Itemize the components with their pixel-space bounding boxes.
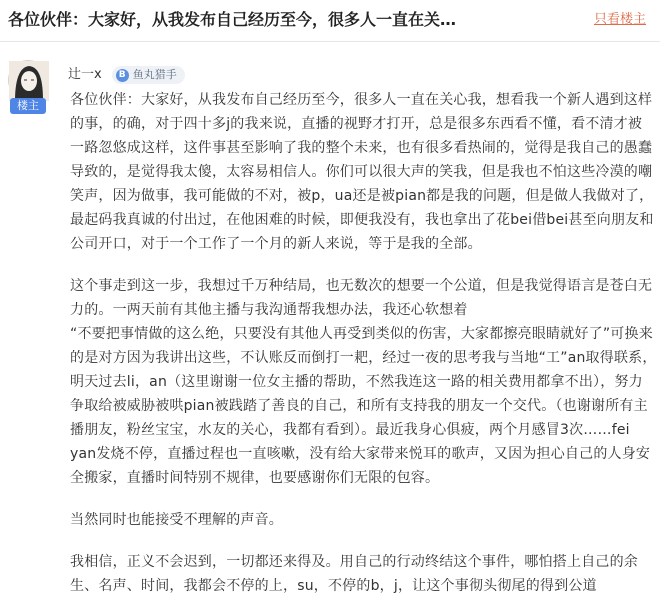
title-bar xyxy=(0,0,660,42)
post-line: 一路忽悠成这样，这件事甚至影响了我的整个未来，也有很多看热闹的，觉得是我自己的愚蠢 xyxy=(70,140,653,156)
paragraph-1 xyxy=(70,88,654,256)
author-row xyxy=(68,66,185,84)
post-line: 我相信，正义不会迟到，一切都还来得及。用自己的行动终结这个事件，哪怕搭上自己的余 xyxy=(70,554,638,570)
post-line: 明天过去li，an（这里谢谢一位女主播的帮助，不然我连这一路的相关费用都拿不出），努力 xyxy=(70,374,643,390)
post-line: 生、名声、时间，我都会不停的上，su，不停的b，j，让这个事彻头彻尾的得到公道 xyxy=(70,578,597,594)
level-tag xyxy=(112,66,185,84)
post-line: 最起码我真诚的付出过，在他困难的时候，即便我没有，我也拿出了花bei借bei甚至向朋友和 xyxy=(70,212,654,228)
only-op-link[interactable]: 只看楼主 xyxy=(593,12,646,27)
post-line: yan发烧不停，直播过程也一直咳嗽，没有给大家带来悦耳的歌声，又因为担心自己的人身安 xyxy=(70,446,651,462)
post-line: 导致的，是觉得我太傻，太容易相信人。你们可以很大声的笑我，但是我也不怕这些冷漠的嘲 xyxy=(70,164,653,180)
op-badge: 楼主 xyxy=(10,98,46,114)
post-line: 全搬家，直播时间特别不规律，也要感谢你们无限的包容。 xyxy=(70,470,440,486)
post-line: 公司开口，对于一个工作了一个月的新人来说，等于是我的全部。 xyxy=(70,236,482,252)
post-line: 这个事走到这一步，我想过千万种结局，也无数次的想要一个公道，但是我觉得语言是苍白无 xyxy=(70,278,653,294)
paragraph-3 xyxy=(70,508,646,532)
thread-title: 各位伙伴：大家好，从我发布自己经历至今，很多人一直在关… xyxy=(8,10,457,29)
post-line: “不要把事情做的这么绝，只要没有其他人再受到类似的伤害，大家都擦亮眼睛就好了”可换来 xyxy=(70,326,653,342)
paragraph-2 xyxy=(70,274,657,490)
author-name[interactable]: 辻一x xyxy=(68,67,102,82)
post-line: 笑声，因为做事，我可能做的不对，被p，ua还是被pian都是我的问题，但是做人我做对了， xyxy=(70,188,654,204)
post-body xyxy=(70,88,657,598)
level-text: 鱼丸猎手 xyxy=(132,68,177,81)
post-line: 各位伙伴：大家好，从我发布自己经历至今，很多人一直在关心我，想看我一个新人遇到这样 xyxy=(70,92,653,108)
post-line: 的事，的确，对于四十多j的我来说，直播的视野才打开，总是很多东西看不懂，看不清才被 xyxy=(70,116,643,132)
post-line: 争取给被威胁被哄pian被践踏了善良的自己，和所有支持我的朋友一个交代。（也谢谢所有主 xyxy=(70,398,648,414)
paragraph-gap xyxy=(70,532,646,550)
level-icon: B xyxy=(116,69,129,82)
post-line: 播朋友，粉丝宝宝，水友的关心，我都有看到）。最近我身心俱疲，两个月感冒3次……fei xyxy=(70,422,630,438)
post-line: 力的。一两天前有其他主播与我沟通帮我想办法，我还心软想着 xyxy=(70,302,468,318)
paragraph-gap xyxy=(70,490,646,508)
paragraph-4 xyxy=(70,550,646,598)
paragraph-gap xyxy=(70,256,646,274)
avatar[interactable] xyxy=(8,60,48,100)
post-line: 的是对方因为我讲出这些，不认账反而倒打一耙，经过一夜的思考我与当地“工”an取得联系， xyxy=(70,350,657,366)
post-line: 当然同时也能接受不理解的声音。 xyxy=(70,512,283,528)
avatar-illustration xyxy=(9,61,49,101)
